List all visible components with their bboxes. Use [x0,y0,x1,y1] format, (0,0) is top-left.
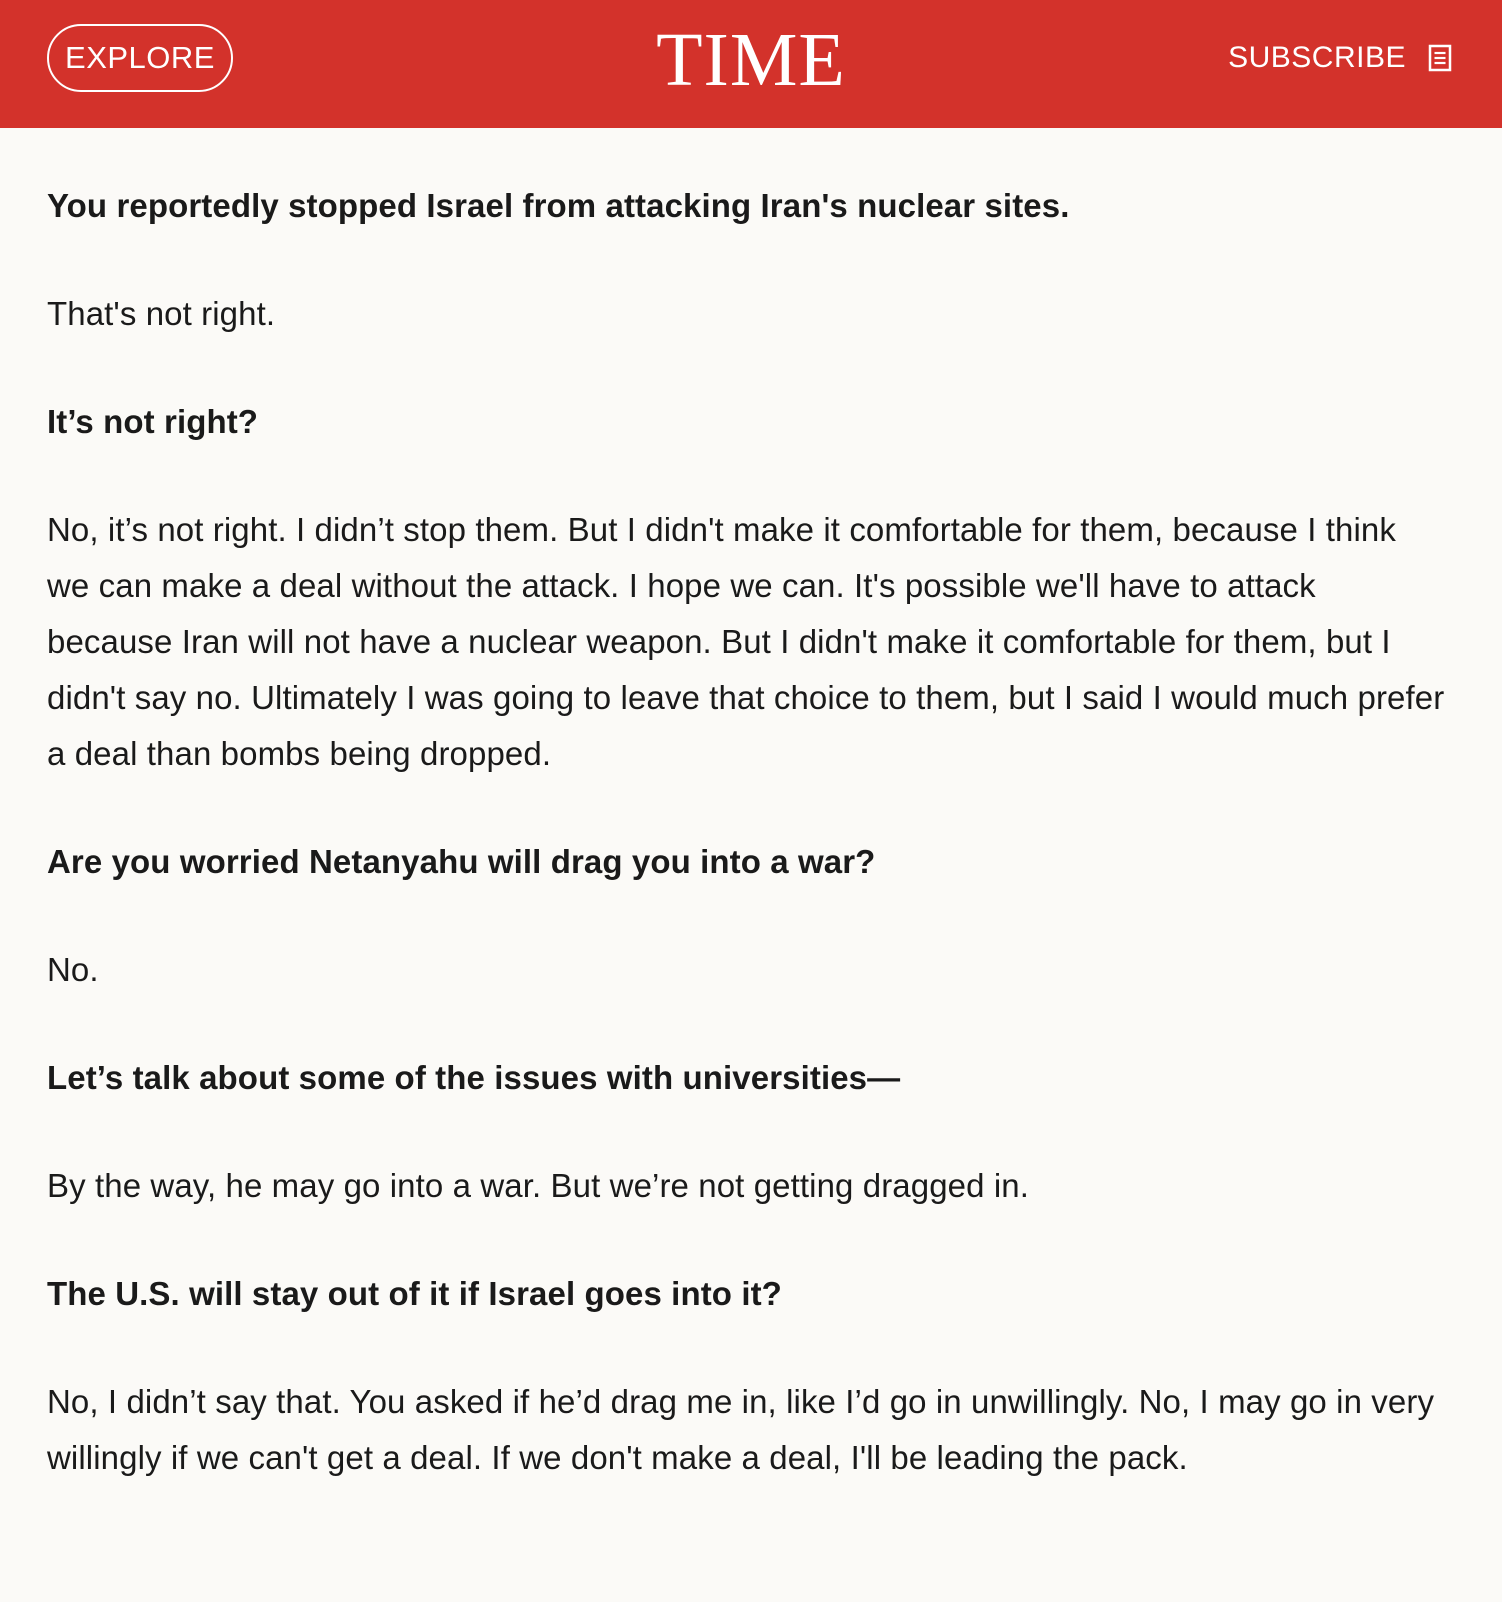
interview-question: The U.S. will stay out of it if Israel goes into it? [47,1275,782,1312]
interview-question: Let’s talk about some of the issues with universities— [47,1059,901,1096]
interview-question: You reportedly stopped Israel from attacking Iran's nuclear sites. [47,187,1070,224]
interview-answer: No, it’s not right. I didn’t stop them. But I didn't make it comfortable for them, because I think we can make a deal without the attack. I hope we can. It's possible we'll have to attack because Iran will not have a nuclear weapon. But I didn't make it comfortable for them, but I didn't say no. Ultimately I was going to leave that choice to them, but I said I would much prefer a deal than bombs being dropped. [47,511,1445,772]
subscribe-link[interactable] [1228,36,1452,80]
time-logo[interactable]: TIME [656,18,846,102]
interview-question: It’s not right? [47,403,259,440]
interview-answer: By the way, he may go into a war. But we’re not getting dragged in. [47,1167,1029,1204]
interview-answer: No. [47,951,99,988]
subscribe-label: SUBSCRIBE [1228,41,1406,74]
article-body [47,178,1447,1486]
interview-answer: That's not right. [47,295,276,332]
explore-button[interactable]: EXPLORE [47,24,233,92]
interview-answer: No, I didn’t say that. You asked if he’d drag me in, like I’d go in unwillingly. No, I may go in very willingly if we can't get a deal. If we don't make a deal, I'll be leading the pack. [47,1383,1435,1476]
site-header [0,0,1502,128]
document-icon [1428,44,1452,72]
interview-question: Are you worried Netanyahu will drag you into a war? [47,843,876,880]
